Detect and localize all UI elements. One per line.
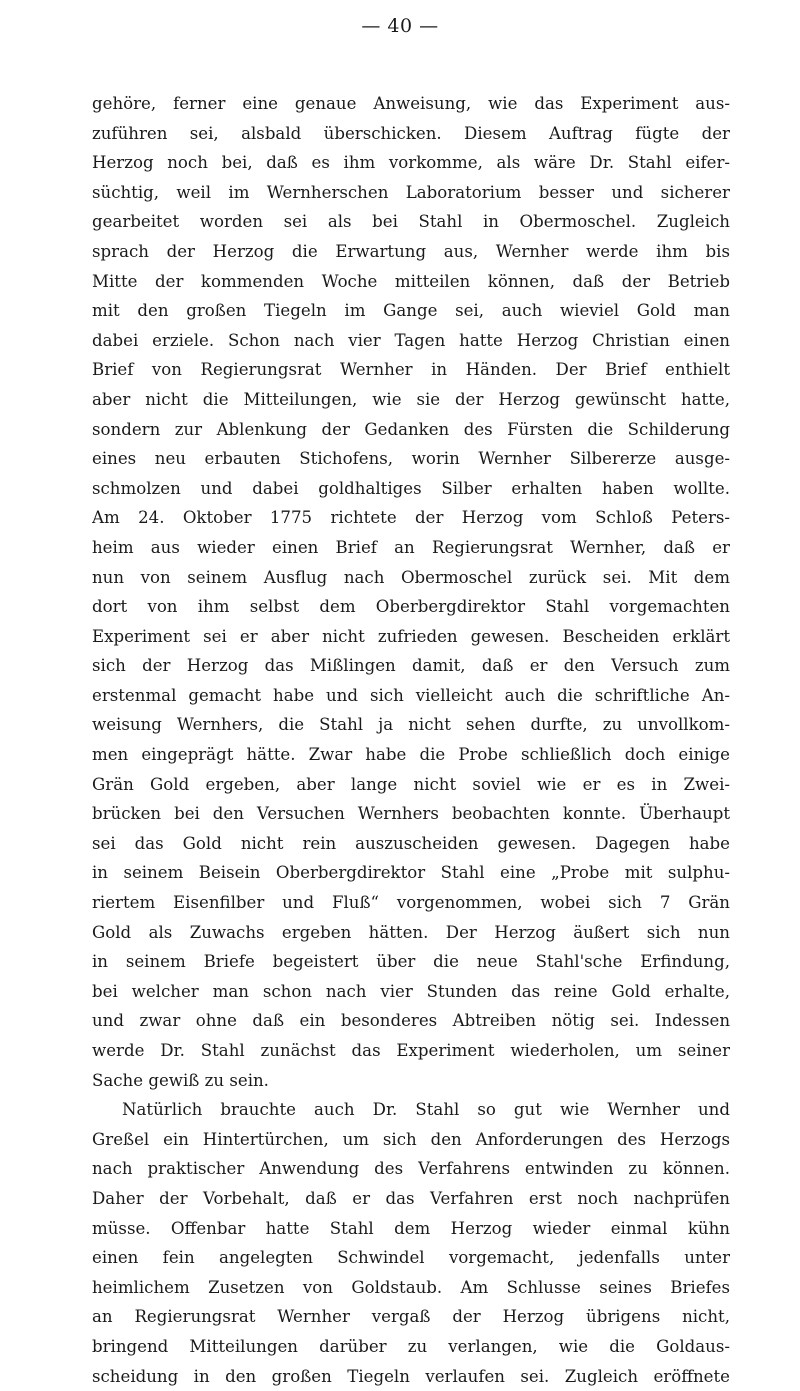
text-line: Herzog noch bei, daß es ihm vorkomme, als wäre Dr. Stahl eifer- <box>92 153 730 173</box>
text-line: Brief von Regierungsrat Wernher in Händen. Der Brief enthielt <box>92 360 730 380</box>
text-line: nach praktischer Anwendung des Verfahrens entwinden zu können. <box>92 1159 730 1179</box>
text-line: werde Dr. Stahl zunächst das Experiment wiederholen, um seiner <box>92 1041 730 1060</box>
text-line: einen fein angelegten Schwindel vorgemacht, jedenfalls unter <box>92 1248 730 1268</box>
text-line: gearbeitet worden sei als bei Stahl in Obermoschel. Zugleich <box>92 212 730 232</box>
text-line: aber nicht die Mitteilungen, wie sie der Herzog gewünscht hatte, <box>92 389 730 409</box>
text-line: Experiment sei er aber nicht zufrieden gewesen. Bescheiden erklärt <box>92 626 730 646</box>
text-line: weisung Wernhers, die Stahl ja nicht sehen durfte, zu unvollkom- <box>92 715 730 735</box>
text-line: müsse. Offenbar hatte Stahl dem Herzog wieder einmal kühn <box>92 1218 730 1238</box>
text-line: bringend Mitteilungen darüber zu verlangen, wie die Goldaus- <box>92 1336 730 1356</box>
text-line: sprach der Herzog die Erwartung aus, Wernher werde ihm bis <box>92 241 730 261</box>
page-number: — 40 — <box>361 15 439 37</box>
text-line: erstenmal gemacht habe und sich vielleicht auch die schriftliche An- <box>92 685 730 705</box>
text-line: sich der Herzog das Mißlingen damit, daß er den Versuch zum <box>92 656 730 676</box>
text-line: schmolzen und dabei goldhaltiges Silber erhalten haben wollte. <box>92 478 730 498</box>
text-line: scheidung in den großen Tiegeln verlaufen sei. Zugleich eröffnete <box>92 1366 730 1386</box>
text-line: gehöre, ferner eine genaue Anweisung, wie das Experiment aus- <box>92 94 730 113</box>
text-line: heimlichem Zusetzen von Goldstaub. Am Schlusse seines Briefes <box>92 1277 730 1297</box>
text-line: dabei erziele. Schon nach vier Tagen hatte Herzog Christian einen <box>92 330 730 350</box>
text-line: sei das Gold nicht rein auszuscheiden gewesen. Dagegen habe <box>92 833 730 853</box>
text-line: Mitte der kommenden Woche mitteilen können, daß der Betrieb <box>92 271 730 291</box>
text-line: Natürlich brauchte auch Dr. Stahl so gut wie Wernher und <box>122 1100 730 1120</box>
text-line: nun von seinem Ausflug nach Obermoschel zurück sei. Mit dem <box>92 567 730 587</box>
text-line: dort von ihm selbst dem Oberbergdirektor Stahl vorgemachten <box>92 597 730 617</box>
text-line: brücken bei den Versuchen Wernhers beobachten konnte. Überhaupt <box>92 804 730 824</box>
text-line: zuführen sei, alsbald überschicken. Diesem Auftrag fügte der <box>92 123 730 143</box>
text-line: in seinem Beisein Oberbergdirektor Stahl eine „Probe mit sulphu- <box>92 863 730 883</box>
text-line: Gold als Zuwachs ergeben hätten. Der Herzog äußert sich nun <box>92 922 730 942</box>
text-line: Greßel ein Hintertürchen, um sich den Anforderungen des Herzogs <box>92 1129 730 1149</box>
text-line: Am 24. Oktober 1775 richtete der Herzog vom Schloß Peters- <box>92 508 730 528</box>
text-line: Daher der Vorbehalt, daß er das Verfahren erst noch nachprüfen <box>92 1188 730 1208</box>
text-line: Sache gewiß zu sein. <box>92 1070 269 1090</box>
text-line: und zwar ohne daß ein besonderes Abtreiben nötig sei. Indessen <box>92 1011 730 1031</box>
text-line: süchtig, weil im Wernherschen Laboratorium besser und sicherer <box>92 182 730 202</box>
text-line: heim aus wieder einen Brief an Regierungsrat Wernher, daß er <box>92 537 730 557</box>
text-line: bei welcher man schon nach vier Stunden das reine Gold erhalte, <box>92 981 730 1001</box>
text-line: sondern zur Ablenkung der Gedanken des Fürsten die Schilderung <box>92 419 730 439</box>
text-line: Grän Gold ergeben, aber lange nicht soviel wie er es in Zwei- <box>92 774 730 794</box>
text-line: riertem Eisenfilber und Fluß“ vorgenommen, wobei sich 7 Grän <box>92 893 730 913</box>
text-line: mit den großen Tiegeln im Gange sei, auch wieviel Gold man <box>92 301 730 321</box>
text-line: eines neu erbauten Stichofens, worin Wernher Silbererze ausge- <box>92 449 730 469</box>
body-text <box>92 89 730 1391</box>
text-line: in seinem Briefe begeistert über die neue Stahl'sche Erfindung, <box>92 952 730 972</box>
text-line: an Regierungsrat Wernher vergaß der Herzog übrigens nicht, <box>92 1307 730 1327</box>
text-line: men eingeprägt hätte. Zwar habe die Probe schließlich doch einige <box>92 745 730 765</box>
